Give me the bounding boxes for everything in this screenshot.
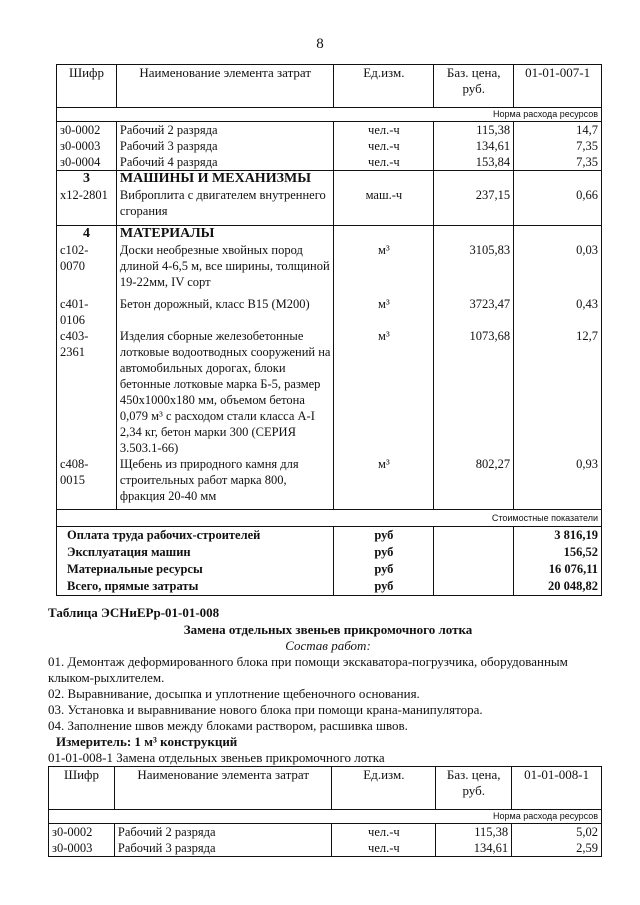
header-price: Баз. цена, руб.: [434, 65, 514, 108]
summary-unit: руб: [334, 527, 434, 545]
row-unit: чел.-ч: [334, 122, 434, 139]
row-name: Бетон дорожный, класс В15 (М200): [116, 296, 334, 328]
row-name: Щебень из природного камня для строительных работ марка 800, фракция 20-40 мм: [116, 456, 334, 510]
row-code: з0-0003: [49, 840, 115, 857]
row-code: з0-0002: [57, 122, 117, 139]
table-row: [57, 138, 602, 154]
header-unit: Ед.изм.: [334, 65, 434, 108]
row-code: с401-0106: [57, 296, 117, 328]
section-row: [57, 225, 602, 242]
row-price: 134,61: [436, 840, 512, 857]
works-item: 02. Выравнивание, досыпка и уплотнение щебеночного основания.: [48, 686, 420, 701]
row-unit: чел.-ч: [332, 824, 436, 841]
header-code: Шифр: [49, 767, 115, 810]
row-name: Рабочий 3 разряда: [116, 138, 334, 154]
header-name: Наименование элемента затрат: [114, 767, 332, 810]
row-unit: м³: [334, 456, 434, 510]
page-number: 8: [316, 36, 324, 52]
row-name: Виброплита с двигателем внутреннего сгорания: [116, 187, 334, 225]
table-subtitle: Замена отдельных звеньев прикромочного лотка: [183, 622, 473, 637]
summary-name: Материальные ресурсы: [57, 561, 334, 578]
summary-row: [57, 544, 602, 561]
cost-label: Стоимостные показатели: [57, 510, 602, 527]
table-row: [49, 824, 602, 841]
section-title: МАШИНЫ И МЕХАНИЗМЫ: [116, 171, 334, 188]
row-qty: 2,59: [512, 840, 602, 857]
summary-unit: руб: [334, 544, 434, 561]
works-item: 03. Установка и выравнивание нового блока при помощи крана-манипулятора.: [48, 702, 483, 717]
row-code: х12-2801: [57, 187, 117, 225]
row-name: Доски необрезные хвойных пород длиной 4-6,5 м, все ширины, толщиной 19-22мм, IV сорт: [116, 242, 334, 296]
row-qty: 0,93: [514, 456, 602, 510]
table-title: Таблица ЭСНиЕРр-01-01-008: [48, 605, 220, 620]
header-name: Наименование элемента затрат: [116, 65, 334, 108]
summary-row: [57, 527, 602, 545]
row-unit: чел.-ч: [332, 840, 436, 857]
row-qty: 0,43: [514, 296, 602, 328]
row-unit: м³: [334, 328, 434, 456]
row-qty: 0,66: [514, 187, 602, 225]
row-code: з0-0002: [49, 824, 115, 841]
item-line: 01-01-008-1 Замена отдельных звеньев прикромочного лотка: [48, 750, 385, 765]
summary-name: Всего, прямые затраты: [57, 578, 334, 596]
meter-line: Измеритель: 1 м³ конструкций: [56, 734, 238, 749]
row-price: 115,38: [434, 122, 514, 139]
row-qty: 14,7: [514, 122, 602, 139]
works-item: 04. Заполнение швов между блоками раствором, расшивка швов.: [48, 718, 408, 733]
row-price: 134,61: [434, 138, 514, 154]
row-code: с102-0070: [57, 242, 117, 296]
row-qty: 7,35: [514, 154, 602, 171]
row-qty: 0,03: [514, 242, 602, 296]
header-code: Шифр: [57, 65, 117, 108]
section-number: 3: [57, 171, 117, 188]
summary-row: [57, 578, 602, 596]
summary-row: [57, 561, 602, 578]
table-row: [57, 296, 602, 328]
table-row: [57, 122, 602, 139]
row-price: 237,15: [434, 187, 514, 225]
summary-value: 20 048,82: [514, 578, 602, 596]
row-unit: м³: [334, 296, 434, 328]
summary-unit: руб: [334, 578, 434, 596]
works-item: 01. Демонтаж деформированного блока при помощи экскаватора-погрузчика, оборудованным клыком-рыхлителем.: [48, 654, 568, 685]
table-row: [57, 456, 602, 510]
row-price: 1073,68: [434, 328, 514, 456]
table-row: [57, 187, 602, 225]
row-name: Изделия сборные железобетонные лотковые водоотводных сооружений на автомобильных дорогах, блоки бетонные лотковые марка Б-5, размер 450х1000х180 мм, объемом бетона 0,079 м³ с расходом стали класса А-I 2,34 кг, бетон марки 300 (СЕРИЯ 3.503.1-66): [116, 328, 334, 456]
row-price: 802,27: [434, 456, 514, 510]
section-row: [57, 171, 602, 188]
header-unit: Ед.изм.: [332, 767, 436, 810]
row-unit: чел.-ч: [334, 154, 434, 171]
norm-label: Норма расхода ресурсов: [57, 108, 602, 122]
header-ref: 01-01-007-1: [514, 65, 602, 108]
row-price: 3723,47: [434, 296, 514, 328]
row-name: Рабочий 2 разряда: [116, 122, 334, 139]
resources-table-1: [56, 64, 602, 596]
row-name: Рабочий 4 разряда: [116, 154, 334, 171]
row-qty: 7,35: [514, 138, 602, 154]
works-title: Состав работ:: [285, 638, 371, 653]
summary-name: Оплата труда рабочих-строителей: [57, 527, 334, 545]
row-name: Рабочий 2 разряда: [114, 824, 332, 841]
section-number: 4: [57, 225, 117, 242]
resources-table-2: [48, 766, 602, 857]
row-price: 115,38: [436, 824, 512, 841]
row-unit: м³: [334, 242, 434, 296]
row-price: 3105,83: [434, 242, 514, 296]
header-price: Баз. цена, руб.: [436, 767, 512, 810]
row-code: з0-0003: [57, 138, 117, 154]
summary-name: Эксплуатация машин: [57, 544, 334, 561]
summary-unit: руб: [334, 561, 434, 578]
summary-value: 156,52: [514, 544, 602, 561]
row-code: з0-0004: [57, 154, 117, 171]
section-title: МАТЕРИАЛЫ: [116, 225, 334, 242]
table-row: [49, 840, 602, 857]
row-qty: 5,02: [512, 824, 602, 841]
summary-value: 3 816,19: [514, 527, 602, 545]
row-unit: маш.-ч: [334, 187, 434, 225]
header-ref: 01-01-008-1: [512, 767, 602, 810]
row-name: Рабочий 3 разряда: [114, 840, 332, 857]
row-qty: 12,7: [514, 328, 602, 456]
row-price: 153,84: [434, 154, 514, 171]
table-row: [57, 242, 602, 296]
row-unit: чел.-ч: [334, 138, 434, 154]
norm-label: Норма расхода ресурсов: [49, 810, 602, 824]
table-row: [57, 328, 602, 456]
row-code: с408-0015: [57, 456, 117, 510]
summary-value: 16 076,11: [514, 561, 602, 578]
table-row: [57, 154, 602, 171]
row-code: с403-2361: [57, 328, 117, 456]
